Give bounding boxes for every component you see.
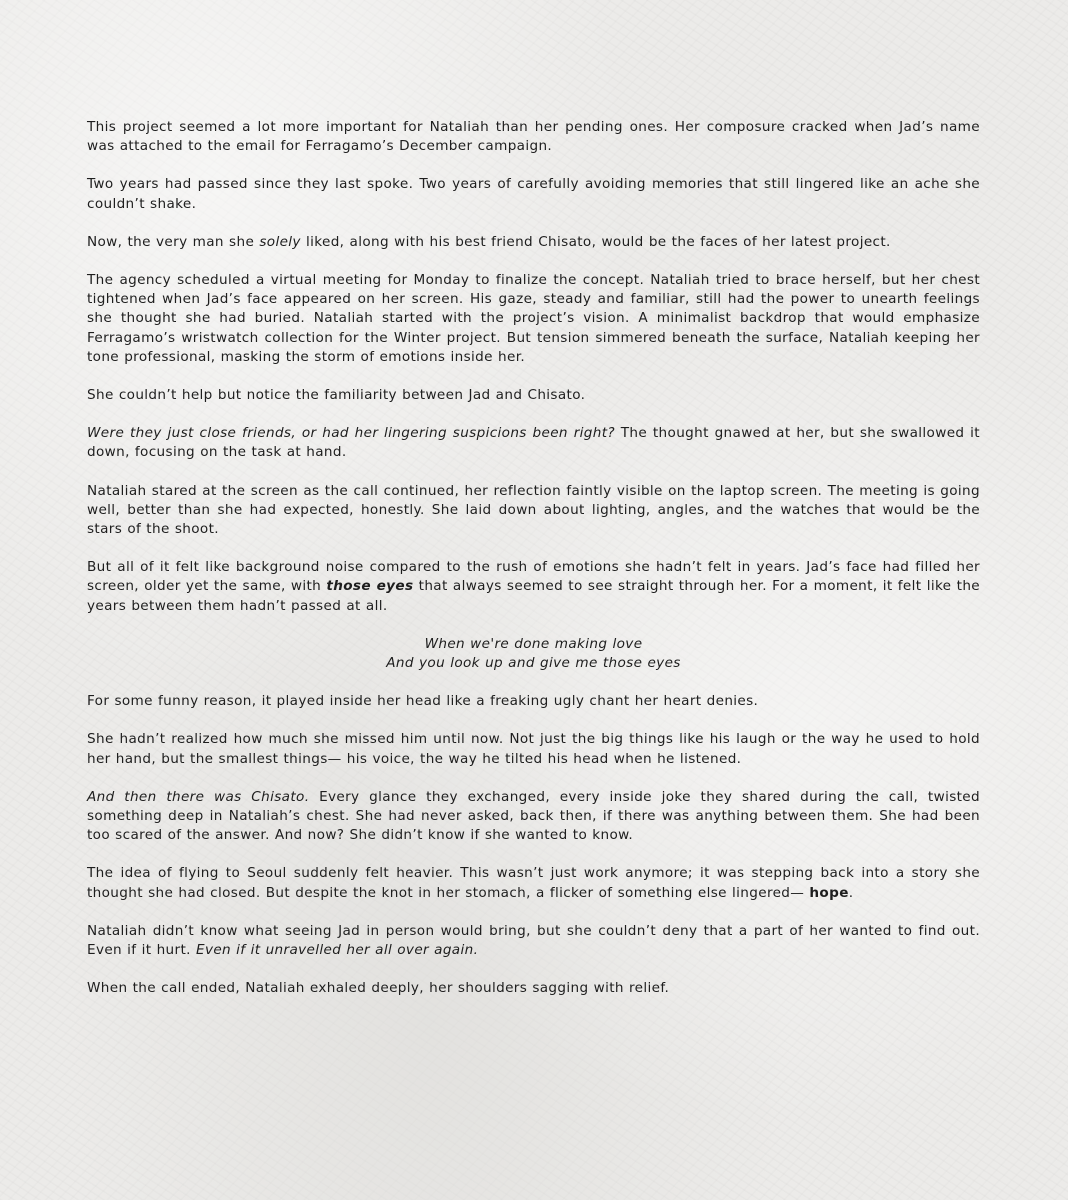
paragraph-11-text: Every glance they exchanged, every inside joke they shared during the call, twisted something deep in Nataliah’s chest. She had never asked, back then, if there was anything between them. She had been too scared of the answer. And now? She didn’t know if she wanted to know. xyxy=(87,788,981,844)
paragraph-11 xyxy=(87,788,980,846)
paragraph-3-text: Now, the very man she xyxy=(87,233,260,250)
paragraph-5: She couldn’t help but notice the familiarity between Jad and Chisato. xyxy=(87,387,586,404)
paragraph-6-emphasis: Were they just close friends, or had her lingering suspicions been right? xyxy=(87,425,615,442)
paragraph-11-emphasis: And then there was Chisato. xyxy=(87,788,310,805)
paragraph-12-text: The idea of flying to Seoul suddenly felt heavier. This wasn’t just work anymore; it was stepping back into a story she thought she had closed. But despite the knot in her stomach, a flicker of something else lingered— xyxy=(87,865,980,901)
paragraph-8-text: But all of it felt like background noise compared to the rush of emotions she hadn’t felt in years. Jad’s face had filled her screen, older yet the same, with xyxy=(87,559,980,595)
paragraph-7: Nataliah stared at the screen as the call continued, her reflection faintly visible on the laptop screen. The meeting is going well, better than she had expected, honestly. She laid down about lighting, angles, and the watches that would be the stars of the shoot. xyxy=(87,482,980,538)
paragraph-6-text: The thought gnawed at her, but she swallowed it down, focusing on the task at hand. xyxy=(87,425,980,461)
paragraph-13 xyxy=(87,922,980,960)
paragraph-13-emphasis: Even if it unravelled her all over again. xyxy=(196,942,479,959)
paragraph-8-emphasis: those eyes xyxy=(326,578,414,595)
paragraph-4: The agency scheduled a virtual meeting for Monday to finalize the concept. Nataliah tried to brace herself, but her chest tightened when Jad’s face appeared on her screen. His gaze, steady and familiar, still had the power to unearth feelings she thought she had buried. Nataliah started with the project’s vision. A minimalist backdrop that would emphasize Ferragamo’s wristwatch collection for the Winter project. But tension simmered beneath the surface, Nataliah keeping her tone professional, masking the storm of emotions inside her. xyxy=(87,272,980,365)
song-lyric xyxy=(87,635,980,673)
paragraph-8-text-end: that always seemed to see straight through her. For a moment, it felt like the years between them hadn’t passed at all. xyxy=(87,578,981,614)
paragraph-12-emphasis: hope xyxy=(809,884,849,901)
paragraph-14: When the call ended, Nataliah exhaled deeply, her shoulders sagging with relief. xyxy=(87,980,670,997)
paragraph-3-text-end: liked, along with his best friend Chisato, would be the faces of her latest project. xyxy=(300,233,891,250)
paragraph-12-text-end: . xyxy=(848,884,854,901)
paragraph-6 xyxy=(87,424,980,462)
paragraph-3 xyxy=(87,233,980,252)
paragraph-2: Two years had passed since they last spoke. Two years of carefully avoiding memories that still lingered like an ache she couldn’t shake. xyxy=(87,176,980,212)
paragraph-3-emphasis: solely xyxy=(259,233,301,250)
paragraph-8 xyxy=(87,558,980,616)
story-page xyxy=(87,118,980,999)
paragraph-12 xyxy=(87,864,980,902)
paragraph-13-text: Nataliah didn’t know what seeing Jad in person would bring, but she couldn’t deny that a part of her wanted to find out. Even if it hurt. xyxy=(87,922,980,959)
lyric-line-1: When we're done making love xyxy=(424,635,643,652)
paragraph-10: She hadn’t realized how much she missed him until now. Not just the big things like his laugh or the way he used to hold her hand, but the smallest things— his voice, the way he tilted his head when he listened. xyxy=(87,731,980,767)
lyric-line-2: And you look up and give me those eyes xyxy=(386,655,681,672)
paragraph-1: This project seemed a lot more important for Nataliah than her pending ones. Her composure cracked when Jad’s name was attached to the email for Ferragamo’s December campaign. xyxy=(87,119,980,155)
paragraph-9: For some funny reason, it played inside her head like a freaking ugly chant her heart denies. xyxy=(87,693,759,710)
